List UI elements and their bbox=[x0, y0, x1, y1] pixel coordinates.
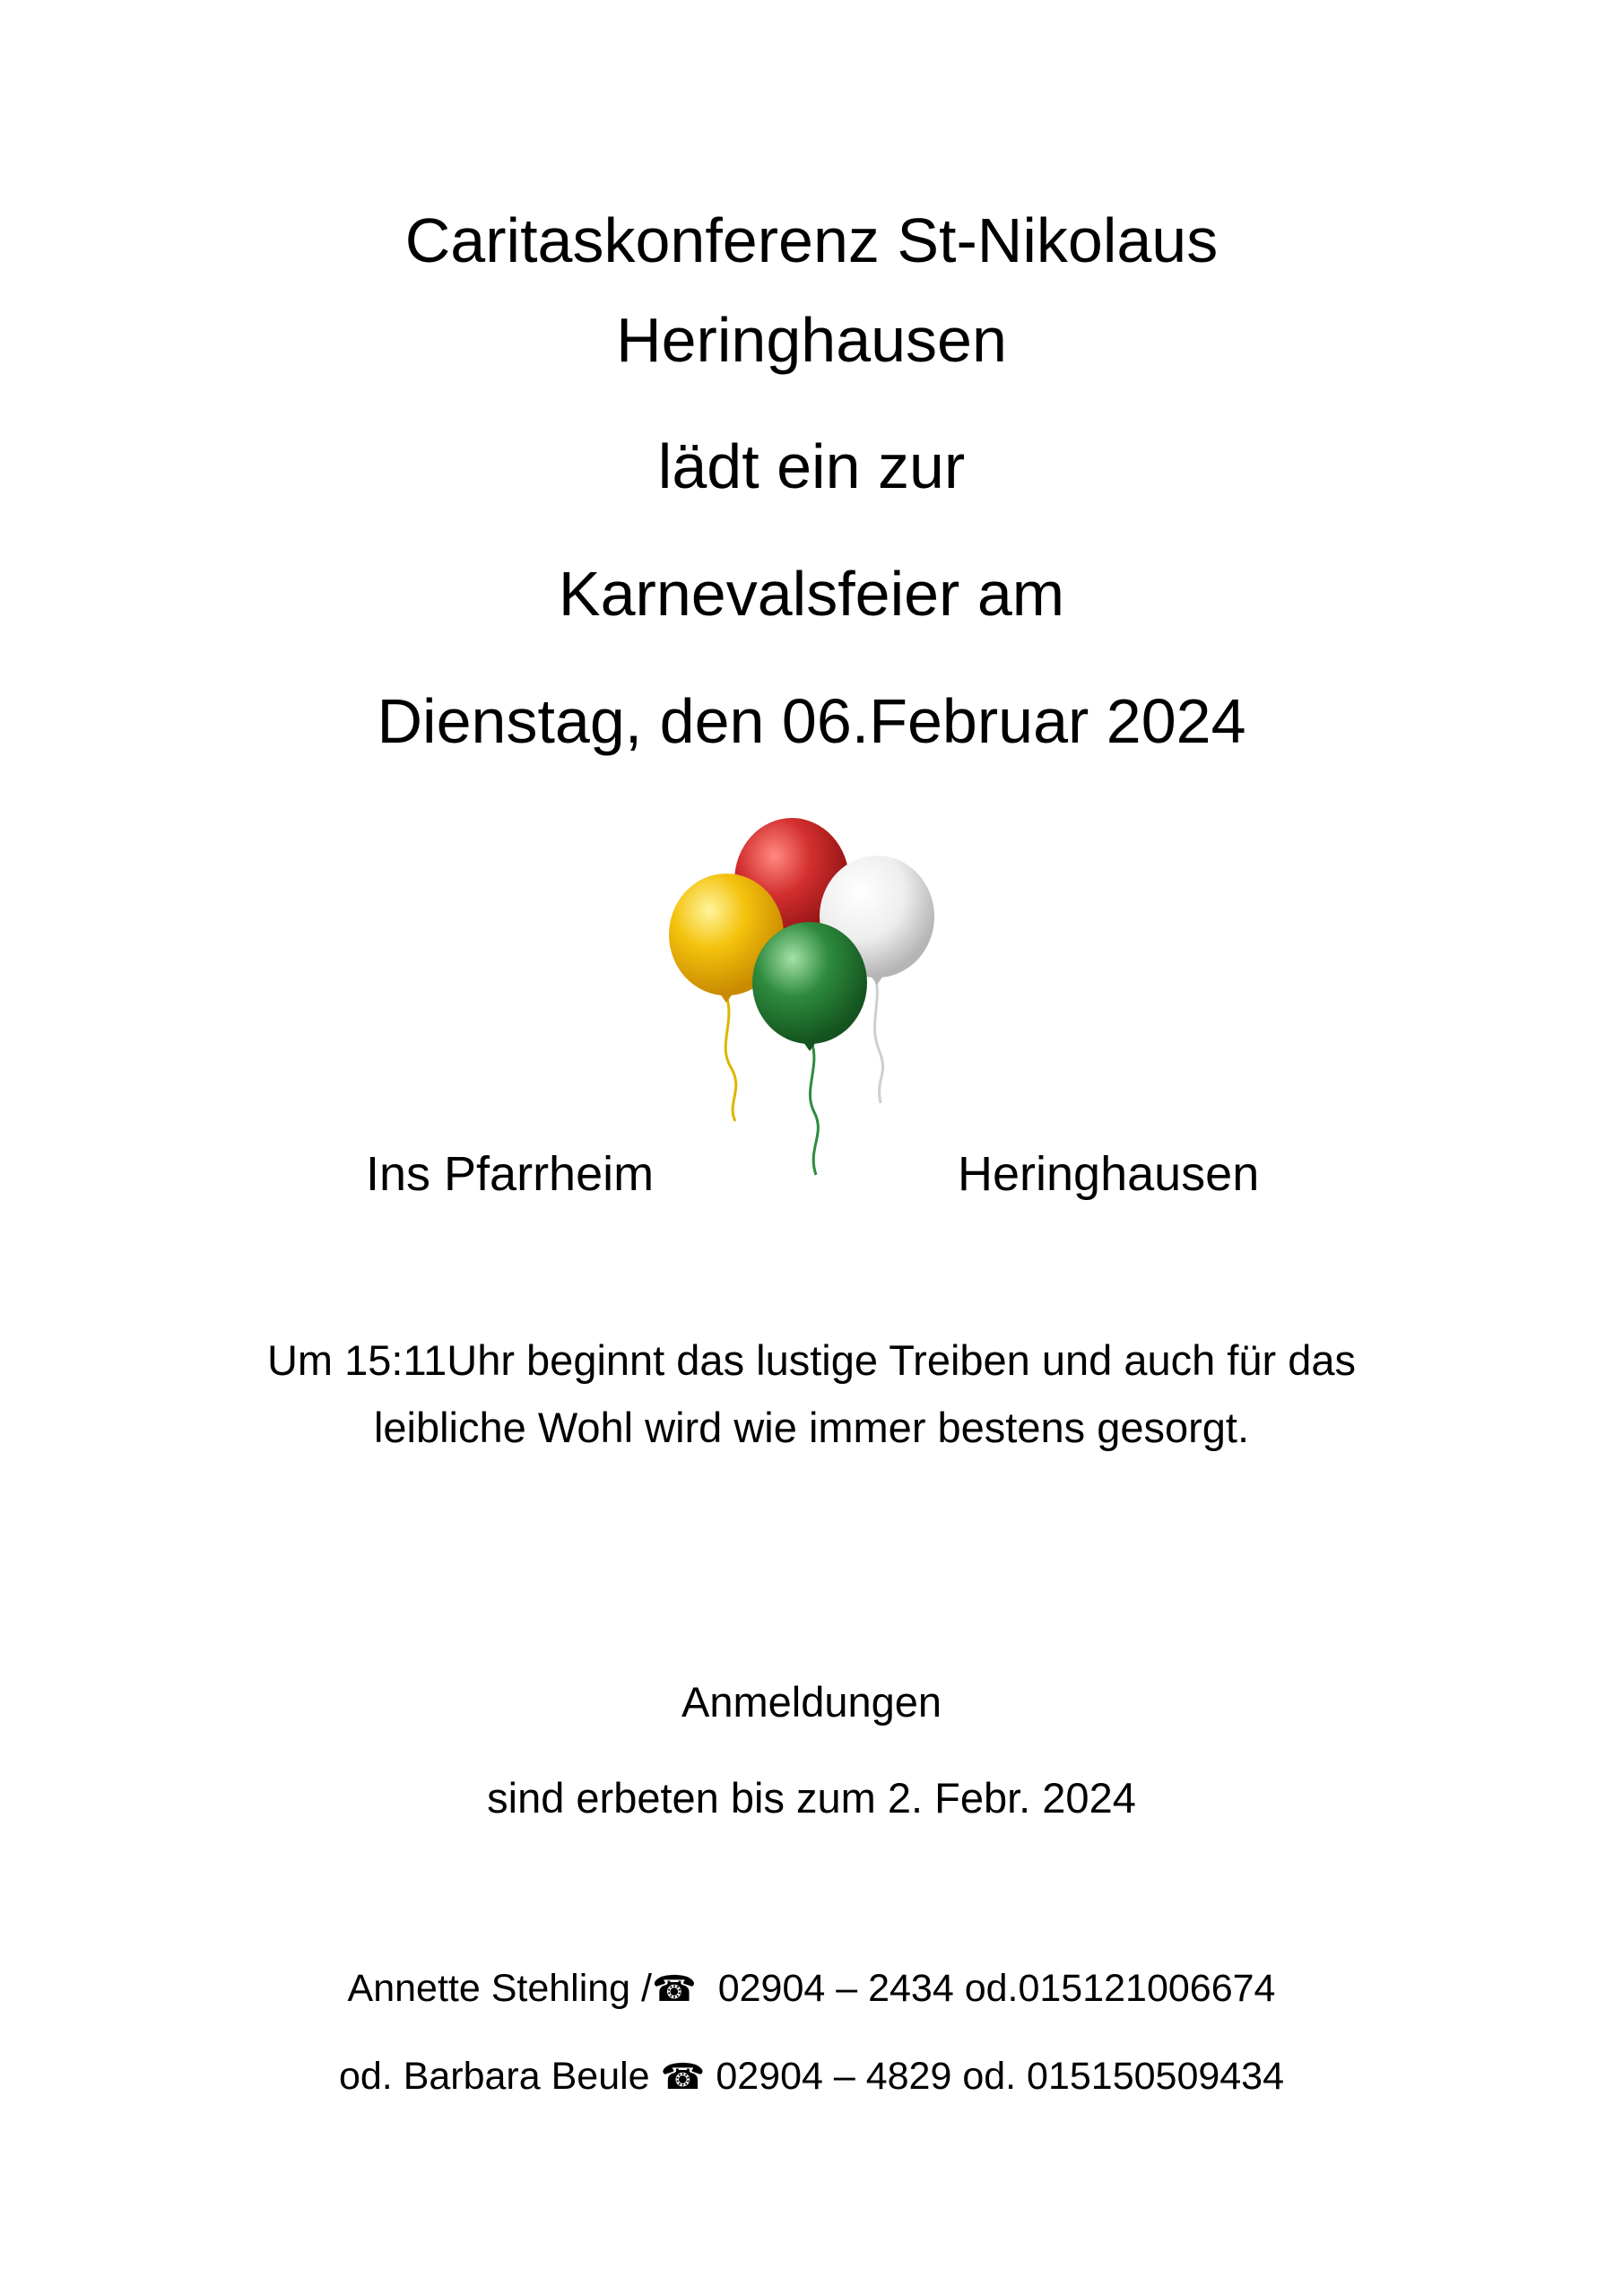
invite-text: lädt ein zur bbox=[657, 431, 966, 501]
venue-label: Ins Pfarrheim bbox=[366, 1147, 655, 1201]
contact-phone-numbers: 02904 – 2434 od.015121006674 bbox=[717, 1967, 1276, 2010]
contact-name: od. Barbara Beule bbox=[338, 2055, 661, 2098]
venue-town: Heringhausen bbox=[958, 1147, 1260, 1201]
registration-heading: Anmeldungen bbox=[681, 1678, 942, 1726]
telephone-icon: ☎ bbox=[651, 1969, 697, 2010]
organizer-name: Caritaskonferenz St-Nikolaus bbox=[404, 205, 1219, 275]
event-date: Dienstag, den 06.Februar 2024 bbox=[377, 686, 1246, 756]
description-line-2: leibliche Wohl wird wie immer bestens gesorgt. bbox=[373, 1404, 1250, 1451]
registration-deadline: sind erbeten bis zum 2. Febr. 2024 bbox=[487, 1774, 1136, 1822]
balloons-icon bbox=[664, 807, 959, 1184]
telephone-icon: ☎ bbox=[660, 2057, 706, 2098]
contact-name: Annette Stehling / bbox=[347, 1967, 652, 2010]
contact-line-1 bbox=[0, 1964, 1623, 2013]
contact-phone-numbers: 02904 – 4829 od. 015150509434 bbox=[716, 2055, 1285, 2098]
description-line-1: Um 15:11Uhr beginnt das lustige Treiben und auch für das bbox=[266, 1336, 1357, 1384]
organizer-location: Heringhausen bbox=[616, 305, 1007, 375]
contact-line-2 bbox=[0, 2052, 1623, 2101]
event-name: Karnevalsfeier am bbox=[558, 559, 1065, 629]
